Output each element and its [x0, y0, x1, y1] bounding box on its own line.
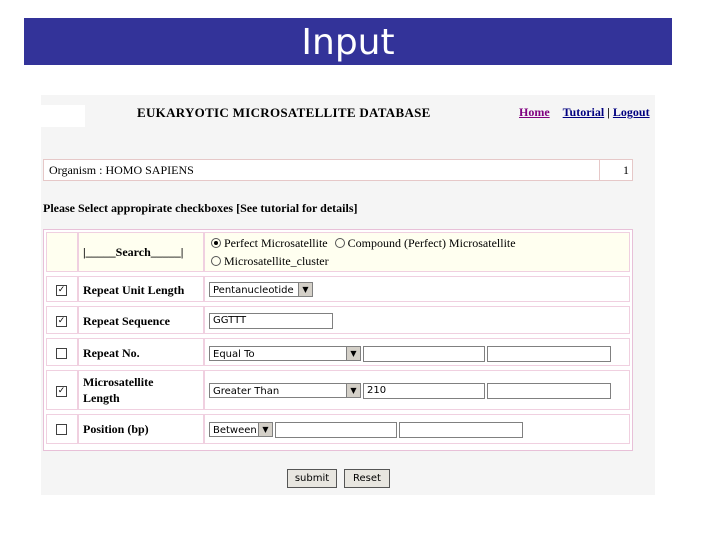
repeat-sequence-checkbox[interactable]: ✓	[57, 316, 66, 326]
search-type-cell	[204, 232, 630, 272]
search-radio-line-1	[211, 236, 516, 251]
repeat-unit-checkbox[interactable]: ✓	[57, 285, 66, 295]
microsatellite-cluster-radio[interactable]	[211, 256, 221, 266]
position-input-1[interactable]	[275, 422, 397, 438]
repeat-no-input-1[interactable]	[363, 346, 485, 362]
repeat-no-select[interactable]	[209, 346, 361, 361]
logout-link[interactable]: Logout	[612, 105, 650, 119]
position-input-2[interactable]	[399, 422, 523, 438]
tutorial-link[interactable]: Tutorial	[562, 105, 605, 119]
position-checkbox[interactable]	[56, 424, 67, 435]
microsatellite-cluster-label: Microsatellite_cluster	[224, 254, 329, 268]
search-empty-cell	[46, 232, 78, 272]
repeat-no-label-cell	[78, 338, 204, 366]
repeat-unit-label: Repeat Unit Length	[83, 283, 185, 297]
home-link[interactable]: Home	[519, 105, 550, 119]
repeat-no-input-2[interactable]	[487, 346, 611, 362]
repeat-unit-select-value: Pentanucleotide	[213, 285, 294, 296]
compound-microsatellite-label: Compound (Perfect) Microsatellite	[347, 236, 516, 250]
reset-button[interactable]: Reset	[344, 469, 390, 488]
screenshot-panel	[41, 95, 655, 495]
microsatellite-length-label-2: Length	[83, 391, 120, 405]
database-title: EUKARYOTIC MICROSATELLITE DATABASE	[137, 105, 431, 120]
instruction-text: Please Select appropirate checkboxes [See tutorial for details]	[43, 201, 358, 215]
repeat-unit-label-cell	[78, 276, 204, 302]
nav-separator: |	[607, 105, 610, 119]
chevron-down-icon: ▼	[258, 423, 272, 436]
search-label-cell	[78, 232, 204, 272]
repeat-unit-select[interactable]	[209, 282, 313, 297]
submit-button[interactable]: submit	[287, 469, 337, 488]
position-row	[44, 412, 632, 446]
position-select[interactable]	[209, 422, 273, 437]
repeat-no-control-cell	[204, 338, 630, 366]
repeat-sequence-row	[44, 304, 632, 336]
compound-microsatellite-radio[interactable]	[335, 238, 345, 248]
chevron-down-icon: ▼	[298, 283, 312, 296]
position-label-cell	[78, 414, 204, 444]
repeat-unit-check-cell	[46, 276, 78, 302]
organism-bar	[43, 159, 633, 181]
search-label: |_____Search_____|	[83, 245, 184, 259]
microsatellite-length-checkbox[interactable]: ✓	[57, 386, 66, 396]
repeat-sequence-control-cell	[204, 306, 630, 334]
microsatellite-length-row	[44, 368, 632, 412]
search-row	[44, 230, 632, 274]
top-nav	[519, 105, 650, 120]
organism-divider	[599, 160, 600, 180]
microsatellite-length-control-cell	[204, 370, 630, 410]
repeat-unit-row	[44, 274, 632, 304]
microsatellite-length-select[interactable]	[209, 383, 361, 398]
search-radio-line-2	[211, 254, 329, 269]
repeat-no-checkbox[interactable]	[56, 348, 67, 359]
position-label: Position (bp)	[83, 422, 149, 436]
position-control-cell	[204, 414, 630, 444]
repeat-no-row	[44, 336, 632, 368]
chevron-down-icon: ▼	[346, 384, 360, 397]
microsatellite-length-input-2[interactable]	[487, 383, 611, 399]
chevron-down-icon: ▼	[346, 347, 360, 360]
microsatellite-length-label-1: Microsatellite	[83, 375, 154, 389]
slide-title: Input	[24, 18, 672, 65]
organism-label: Organism : HOMO SAPIENS	[49, 163, 194, 177]
search-form-table	[43, 229, 633, 451]
repeat-unit-control-cell	[204, 276, 630, 302]
perfect-microsatellite-label: Perfect Microsatellite	[224, 236, 328, 250]
perfect-microsatellite-radio[interactable]	[211, 238, 221, 248]
microsatellite-length-input-1[interactable]: 210	[363, 383, 485, 399]
repeat-sequence-input[interactable]: GGTTT	[209, 313, 333, 329]
position-check-cell	[46, 414, 78, 444]
logo-placeholder	[41, 105, 85, 127]
microsatellite-length-check-cell	[46, 370, 78, 410]
repeat-sequence-label: Repeat Sequence	[83, 314, 170, 328]
microsatellite-length-label-cell	[78, 370, 204, 410]
repeat-no-check-cell	[46, 338, 78, 366]
repeat-no-select-value: Equal To	[213, 349, 255, 360]
repeat-sequence-check-cell	[46, 306, 78, 334]
repeat-no-label: Repeat No.	[83, 346, 140, 360]
position-select-value: Between	[213, 425, 257, 436]
organism-count: 1	[623, 163, 629, 177]
microsatellite-length-select-value: Greater Than	[213, 386, 280, 397]
repeat-sequence-label-cell	[78, 306, 204, 334]
